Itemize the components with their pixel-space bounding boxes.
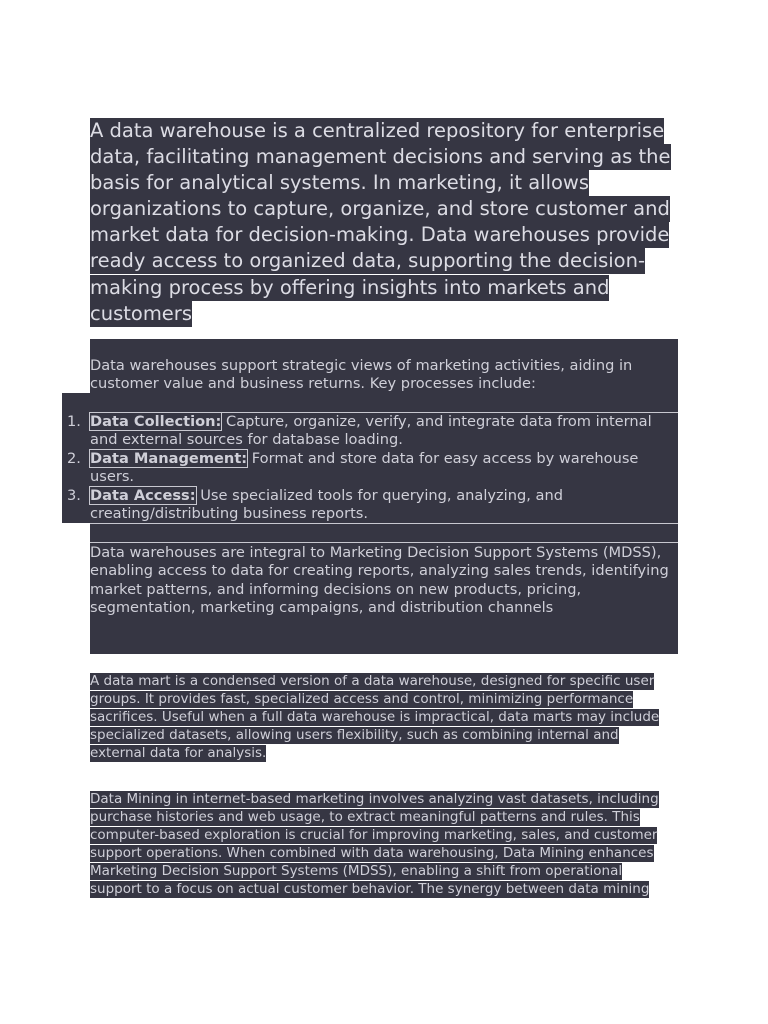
data-mining-text: Data Mining in internet-based marketing involves analyzing vast datasets, including purchase histories and web usage, to extract meaningful patterns and rules. This computer-based exploration is crucial for improving marketing, sales, and customer support operations. When combined with data warehousing, Data Mining enhances Marketing Decision Support Systems (MDSS), enabling a shift from operational support to a focus on actual customer behavior. The synergy between data mining (90, 791, 659, 898)
list-number: 2. (67, 449, 81, 467)
list-item (62, 450, 674, 487)
list-term: Data Management: (90, 449, 248, 467)
list-number: 1. (67, 413, 81, 430)
data-mart-paragraph (90, 672, 678, 762)
list-number: 3. (67, 486, 81, 504)
processes-block (62, 393, 678, 523)
list-term: Data Collection: (90, 413, 222, 430)
mdss-paragraph: Data warehouses are integral to Marketing Decision Support Systems (MDSS), enabling access to data for creating reports, analyzing sales trends, identifying market patterns, and informing decisions on new products, pricing, segmentation, marketing campaigns, and distribution channels (90, 544, 669, 617)
processes-list (62, 413, 678, 523)
strategic-paragraph: Data warehouses support strategic views of marketing activities, aiding in customer value and business returns. Key processes include: (90, 357, 633, 393)
intro-text: A data warehouse is a centralized repository for enterprise data, facilitating management decisions and serving as the basis for analytical systems. In marketing, it allows organizations to capture, organize, and store customer and market data for decision-making. Data warehouses provide ready access to organized data, supporting the decision-making process by offering insights into markets and customers (90, 119, 671, 325)
list-text: Use specialized tools for querying, analyzing, and creating/distributing business reports. (90, 486, 563, 523)
mdss-block (90, 543, 678, 654)
strategic-block (90, 339, 678, 393)
list-text: Format and store data for easy access by warehouse users. (90, 449, 639, 486)
list-term: Data Access: (90, 486, 196, 504)
data-mart-text: A data mart is a condensed version of a data warehouse, designed for specific user groups. It provides fast, specialized access and control, minimizing performance sacrifices. Useful when a full data warehouse is impractical, data marts may include specialized datasets, allowing users flexibility, such as combining internal and external data for analysis. (90, 673, 660, 762)
spacer-block (90, 523, 678, 543)
list-text: Capture, organize, verify, and integrate data from internal and external sources for database loading. (90, 413, 652, 449)
list-item (62, 413, 674, 450)
intro-paragraph (90, 118, 680, 327)
list-item (62, 487, 674, 524)
data-mining-paragraph (90, 790, 678, 899)
